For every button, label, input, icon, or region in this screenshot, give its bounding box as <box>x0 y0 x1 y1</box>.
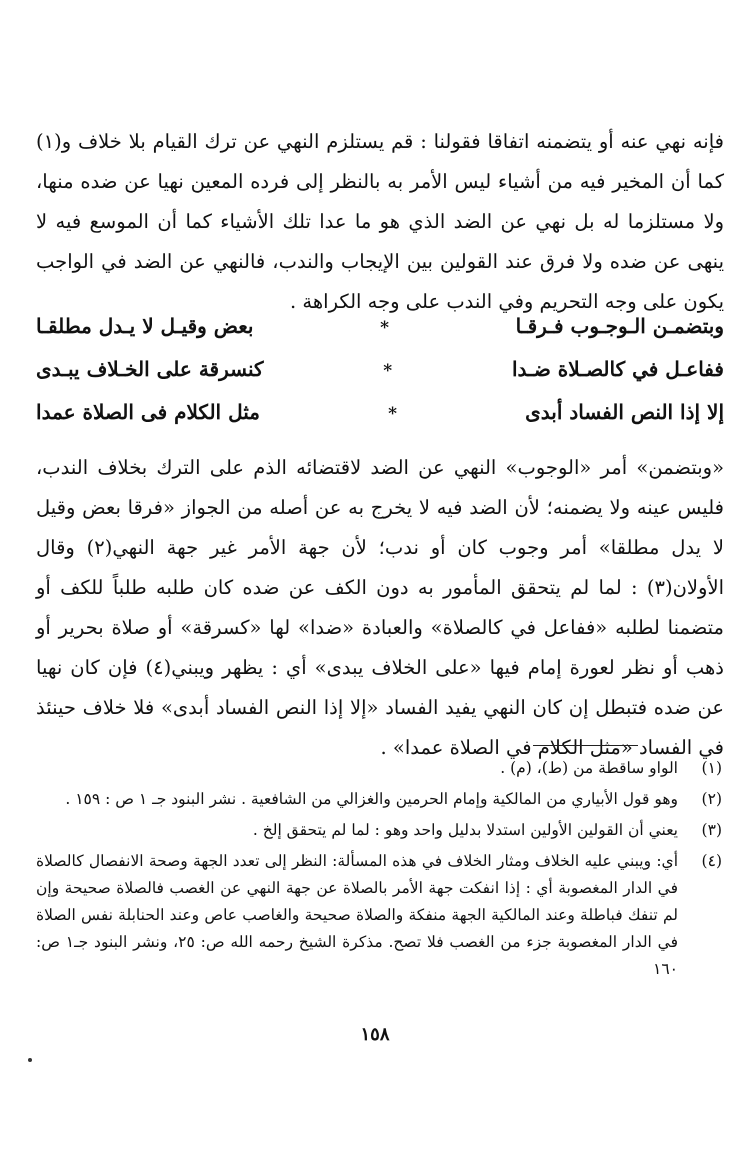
poem-line-2-second-half: كنسرقة على الخـلاف يبـدى <box>36 357 264 381</box>
footnote-1-text: الواو ساقطة من (ط)، (م) . <box>500 759 678 777</box>
poem-line-1-separator: * <box>380 318 389 338</box>
poem-line-3 <box>36 391 724 434</box>
footnote-1 <box>36 755 722 782</box>
footnote-1-number: (١) <box>701 759 722 777</box>
footnote-4 <box>36 848 722 983</box>
footnote-2 <box>36 786 722 813</box>
footnote-4-number: (٤) <box>701 852 722 870</box>
page-number: ١٥٨ <box>360 1024 390 1045</box>
poem-line-3-separator: * <box>388 404 397 424</box>
poem-verses <box>36 305 724 434</box>
footnote-2-text: وهو قول الأبياري من المالكية وإمام الحرمين والغزالي من الشافعية . نشر البنود جـ ١ ص : ١٥٩ . <box>65 790 678 808</box>
poem-line-2 <box>36 348 724 391</box>
poem-line-2-separator: * <box>383 361 393 381</box>
poem-line-1 <box>36 305 724 348</box>
footnote-divider <box>533 745 638 746</box>
footnote-3-text: يعني أن القولين الأولين استدلا بدليل واحد وهو : لما لم يتحقق إلخ . <box>252 821 678 839</box>
footnotes <box>36 755 722 987</box>
poem-line-1-first-half: وبتضمـن الـوجـوب فـرقـا <box>515 314 724 338</box>
poem-line-1-second-half: بعض وقيـل لا يـدل مطلقـا <box>36 314 254 338</box>
paragraph-2: «وبتضمن» أمر «الوجوب» النهي عن الضد لاقتضائه الذم على الترك بخلاف الندب، فليس عينه ولا يضمنه؛ لأن الضد فيه لا يخرج به عن أصله من الجواز «فرقا بعض وقيل لا يدل مطلقا» أمر وجوب كان أو ندب؛ لأن جهة الأمر غير جهة النهي(٢) وقال الأولان(٣) : لما لم يتحقق المأمور به دون الكف عن ضده كان طلبه طلباً للكف أو متضمنا لطلبه «ففاعل في كالصلاة» والعبادة «ضدا» لها «كسرقة» أو صلاة بحرير أو ذهب أو نظر لعورة إمام فيها «على الخلاف يبدى» أي : يظهر ويبني(٤) فإن كان نهيا عن ضده فتبطل إن كان النهي يفيد الفساد «إلا إذا النص الفساد أبدى» فلا خلاف حينئذ في الفساد «مثل الكلام في الصلاة عمدا» . <box>36 456 724 759</box>
paragraph-1: فإنه نهي عنه أو يتضمنه اتفاقا فقولنا : قم يستلزم النهي عن ترك القيام بلا خلاف و(١) كما أن المخير فيه من أشياء ليس الأمر به بالنظر إلى فرده المعين نهيا عن ضده منها، ولا مستلزما له بل نهي عن الضد الذي هو ما عدا تلك الأشياء كما أن الموسع فيه لا ينهى عن ضده ولا فرق عند القولين بين الإيجاب والندب، فالنهي عن الضد في الواجب يكون على وجه التحريم وفي الندب على وجه الكراهة . <box>36 130 724 313</box>
poem-line-3-first-half: إلا إذا النص الفساد أبدى <box>525 400 724 424</box>
footnote-4-text: أي: ويبني عليه الخلاف ومثار الخلاف في هذه المسألة: النظر إلى تعدد الجهة وصحة الانفصال كالصلاة في الدار المغصوبة أي : إذا انفكت جهة الأمر بالصلاة عن جهة النهي عن الغصب فالصلاة صحيحة وإن لم تنفك فباطلة وعند المالكية الجهة منفكة والصلاة صحيحة والغاصب عاص وعند الحنابلة نفس الصلاة في الدار المغصوبة جزء من الغصب فلا تصح. مذكرة الشيخ رحمه الله ص: ٢٥، ونشر البنود جـ١ ص: ١٦٠ <box>36 852 678 978</box>
poem-line-2-first-half: ففاعـل في كالصـلاة ضـدا <box>511 357 724 381</box>
footnote-2-number: (٢) <box>701 790 722 808</box>
poem-line-3-second-half: مثل الكلام فى الصلاة عمدا <box>36 400 260 424</box>
footnote-3 <box>36 817 722 844</box>
scan-speck <box>28 1058 32 1062</box>
footnote-3-number: (٣) <box>701 821 722 839</box>
